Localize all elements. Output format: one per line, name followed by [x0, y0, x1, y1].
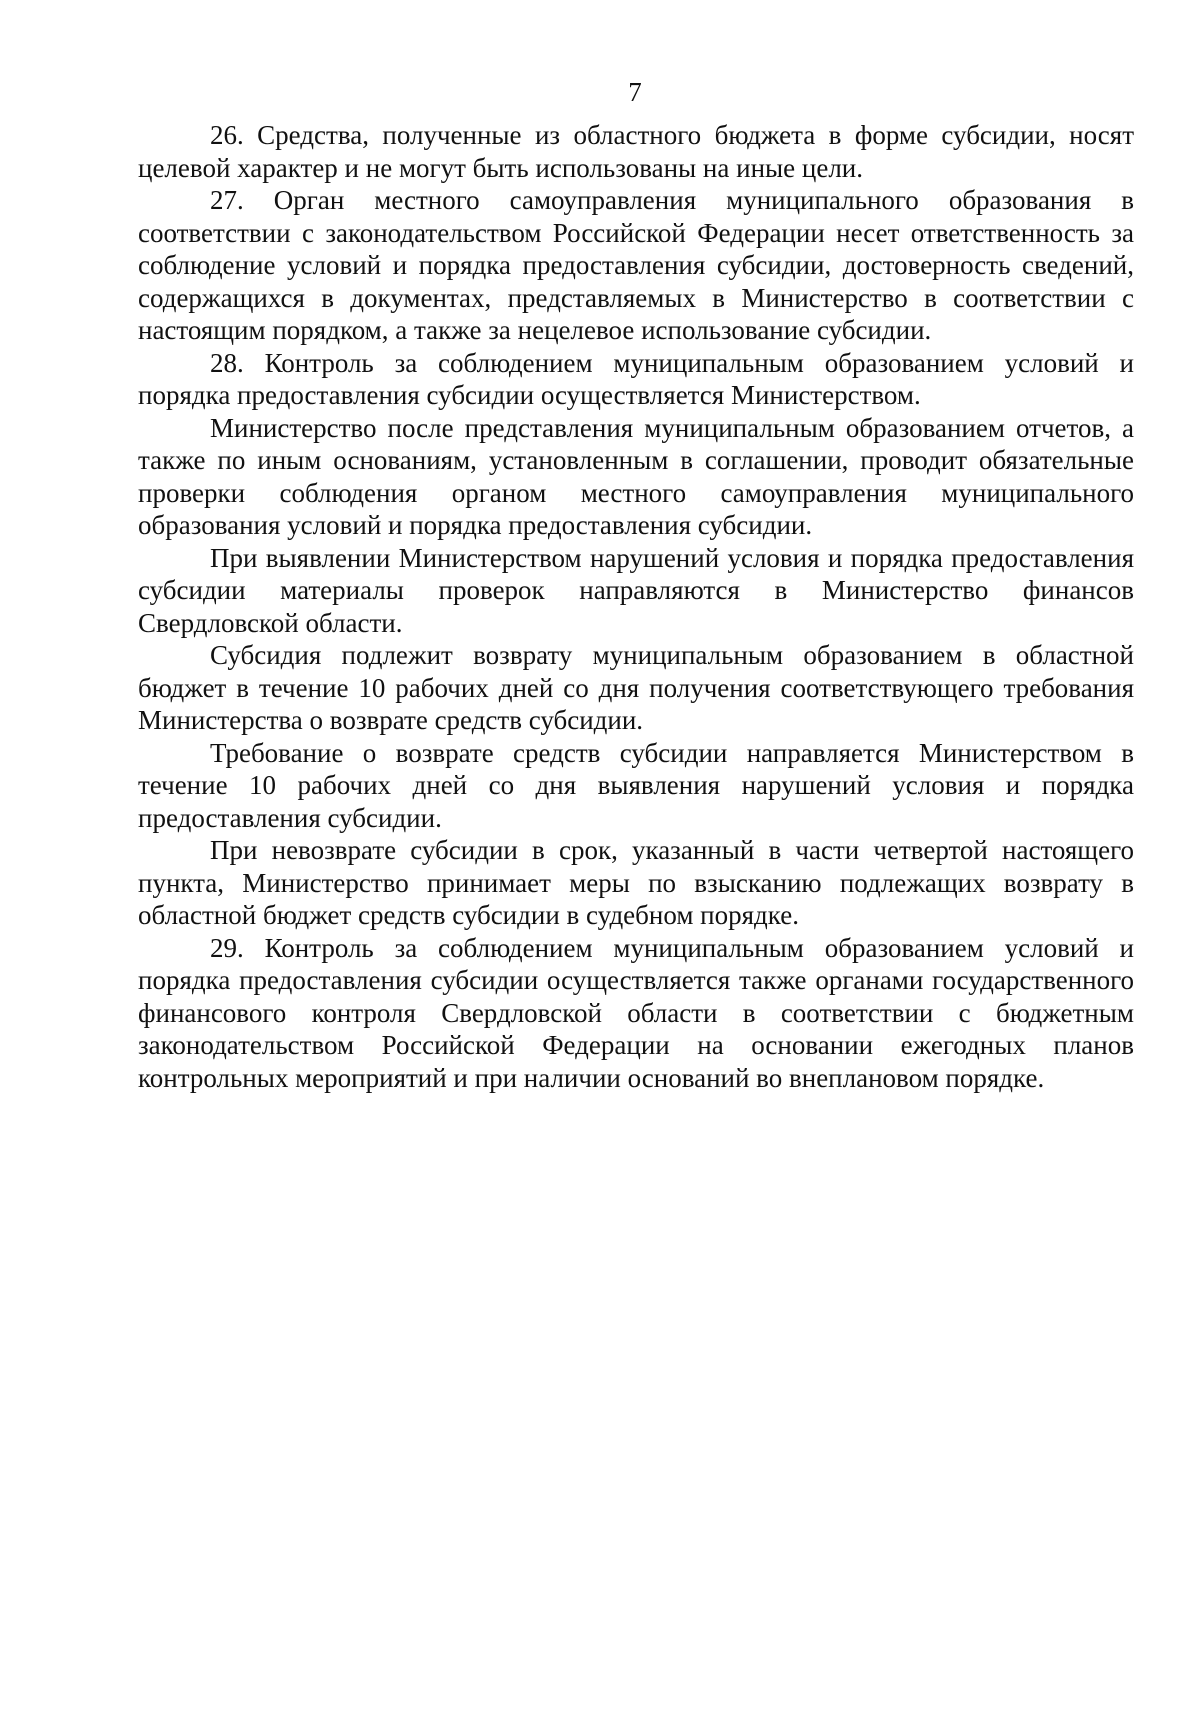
paragraph-28-refund-demand: Требование о возврате средств субсидии направляется Министерством в течение 10 рабочих дней со дня выявления нарушений условия и порядка предоставления субсидии. — [138, 737, 1134, 833]
document-body — [138, 119, 1134, 1094]
paragraph-28-violations: При выявлении Министерством нарушений условия и порядка предоставления субсидии материалы проверок направляются в Министерство финансов Свердловской области. — [138, 542, 1134, 638]
paragraph-28-inspections: Министерство после представления муниципальным образованием отчетов, а также по иным основаниям, установленным в соглашении, проводит обязательные проверки соблюдения органом местного самоуправления муниципального образования условий и порядка предоставления субсидии. — [138, 412, 1134, 540]
paragraph-29: 29. Контроль за соблюдением муниципальным образованием условий и порядка предоставления субсидии осуществляется также органами государственного финансового контроля Свердловской области в соответствии с бюджетным законодательством Российской Федерации на основании ежегодных планов контрольных мероприятий и при наличии оснований во внеплановом порядке. — [138, 932, 1134, 1093]
page-number: 7 — [628, 77, 642, 107]
paragraph-27: 27. Орган местного самоуправления муниципального образования в соответствии с законодательством Российской Федерации несет ответственность за соблюдение условий и порядка предоставления субсидии, достоверность сведений, содержащихся в документах, представляемых в Министерство в соответствии с настоящим порядком, а также за нецелевое использование субсидии. — [138, 185, 1134, 345]
paragraph-28-refund: Субсидия подлежит возврату муниципальным образованием в областной бюджет в течение 10 рабочих дней со дня получения соответствующего требования Министерства о возврате средств субсидии. — [138, 640, 1134, 735]
paragraph-28: 28. Контроль за соблюдением муниципальным образованием условий и порядка предоставления субсидии осуществляется Министерством. — [138, 347, 1134, 410]
paragraph-28-court-recovery: При невозврате субсидии в срок, указанный в части четвертой настоящего пункта, Министерство принимает меры по взысканию подлежащих возврату в областной бюджет средств субсидии в судебном порядке. — [138, 835, 1134, 930]
paragraph-26: 26. Средства, полученные из областного бюджета в форме субсидии, носят целевой характер и не могут быть использованы на иные цели. — [138, 120, 1134, 183]
